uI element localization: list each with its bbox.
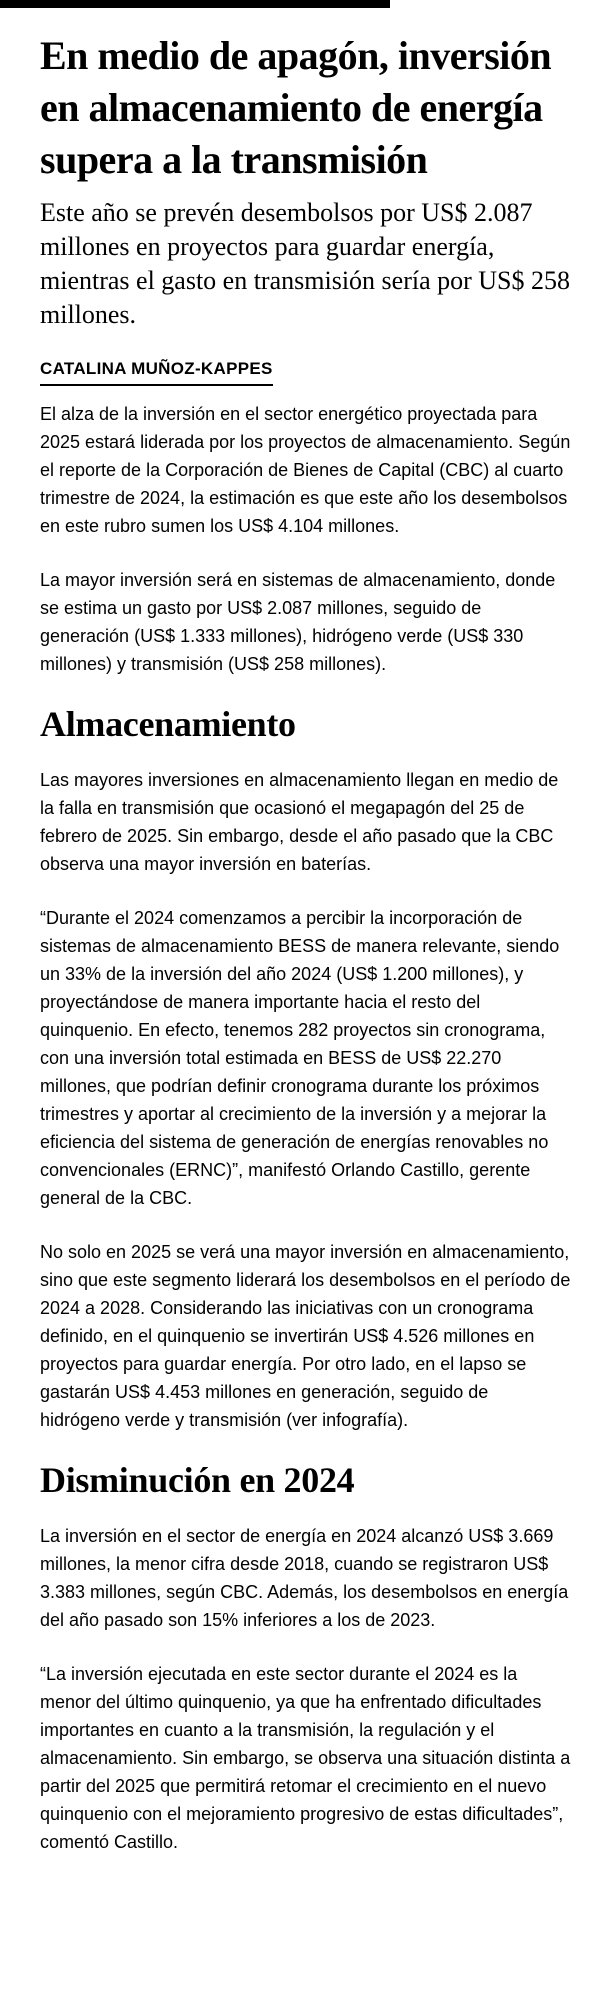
article-title: En medio de apagón, inversión en almacenamiento de energía supera a la transmisión xyxy=(40,33,552,182)
section-heading-almacenamiento: Almacenamiento xyxy=(40,704,296,744)
paragraph: “La inversión ejecutada en este sector durante el 2024 es la menor del último quinquenio, ya que ha enfrentado dificultades importantes en cuanto a la transmisión, la regulación y el almacenamiento. Sin embargo, se observa una situación distinta a partir del 2025 que permitirá retomar el crecimiento en el nuevo quinquenio con el mejoramiento progresivo de estas dificultades”, comentó Castillo. xyxy=(40,1664,571,1852)
section-heading-disminucion-2024: Disminución en 2024 xyxy=(40,1460,355,1500)
article-dek: Este año se prevén desembolsos por US$ 2.087 millones en proyectos para guardar energía, mientras el gasto en transmisión sería por US$ 258 millones. xyxy=(40,198,571,329)
article-body xyxy=(40,400,572,1856)
paragraph: “Durante el 2024 comenzamos a percibir la incorporación de sistemas de almacenamiento BESS de manera relevante, siendo un 33% de la inversión del año 2024 (US$ 1.200 millones), y proyectándose de manera importante hacia el resto del quinquenio. En efecto, tenemos 282 proyectos sin cronograma, con una inversión total estimada en BESS de US$ 22.270 millones, que podrían definir cronograma durante los próximos trimestres y aportar al crecimiento de la inversión y a mejorar la eficiencia del sistema de generación de energías renovables no convencionales (ERNC)”, manifestó Orlando Castillo, gerente general de la CBC. xyxy=(40,908,560,1208)
paragraph: La inversión en el sector de energía en 2024 alcanzó US$ 3.669 millones, la menor cifra desde 2018, cuando se registraron US$ 3.383 millones, según CBC. Además, los desembolsos en energía del año pasado son 15% inferiores a los de 2023. xyxy=(40,1526,569,1630)
paragraph: No solo en 2025 se verá una mayor inversión en almacenamiento, sino que este segmento liderará los desembolsos en el período de 2024 a 2028. Considerando las iniciativas con un cronograma definido, en el quinquenio se invertirán US$ 4.526 millones en proyectos para guardar energía. Por otro lado, en el lapso se gastarán US$ 4.453 millones en generación, seguido de hidrógeno verde y transmisión (ver infografía). xyxy=(40,1242,571,1430)
paragraph: El alza de la inversión en el sector energético proyectada para 2025 estará liderada por los proyectos de almacenamiento. Según el reporte de la Corporación de Bienes de Capital (CBC) al cuarto trimestre de 2024, la estimación es que este año los desembolsos en este rubro sumen los US$ 4.104 millones. xyxy=(40,404,571,536)
paragraph: La mayor inversión será en sistemas de almacenamiento, donde se estima un gasto por US$ 2.087 millones, seguido de generación (US$ 1.333 millones), hidrógeno verde (US$ 330 millones) y transmisión (US$ 258 millones). xyxy=(40,570,556,674)
top-black-bar xyxy=(0,0,390,8)
author-byline[interactable]: CATALINA MUÑOZ-KAPPES xyxy=(40,360,273,386)
paragraph: Las mayores inversiones en almacenamiento llegan en medio de la falla en transmisión que ocasionó el megapagón del 25 de febrero de 2025. Sin embargo, desde el año pasado que la CBC observa una mayor inversión en baterías. xyxy=(40,770,559,874)
